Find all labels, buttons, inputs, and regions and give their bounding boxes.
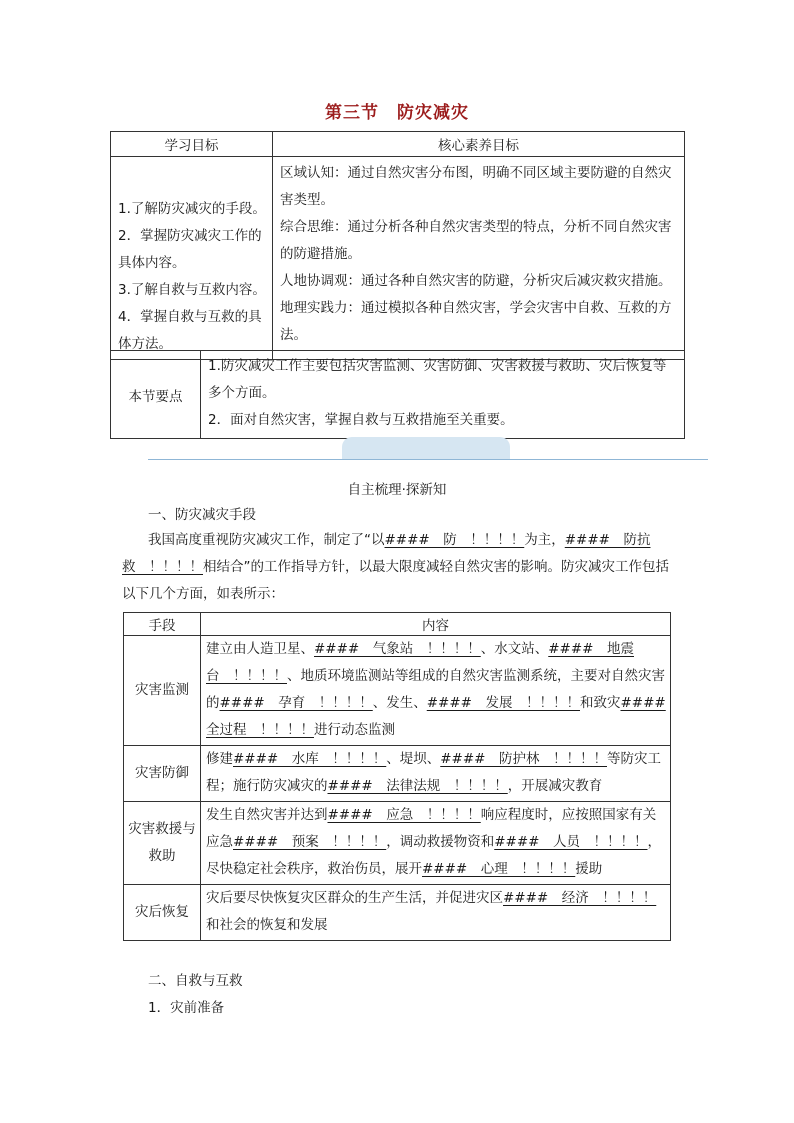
goals-table bbox=[110, 131, 685, 360]
fill-blank: #### 经济 ！！！！ bbox=[503, 890, 657, 906]
intro-text: 为主， bbox=[524, 532, 565, 548]
fill-blank: ####全过程 ！！！！ bbox=[206, 695, 666, 738]
key-points-label: 本节要点 bbox=[111, 351, 201, 439]
heading-pre-disaster-prep: 1．灾前准备 bbox=[148, 1000, 225, 1016]
fill-blank: #### 发展 ！！！！ bbox=[426, 695, 580, 711]
learning-goals-cell bbox=[111, 157, 273, 360]
measure-content bbox=[201, 636, 671, 746]
intro-text: 我国高度重视防灾减灾工作，制定了“以 bbox=[148, 532, 385, 548]
title-part2: 防灾减灾 bbox=[397, 103, 469, 123]
key-point-item: 2．面对自然灾害，掌握自救与互救措施至关重要。 bbox=[208, 412, 514, 428]
content-text: ，开展减灾教育 bbox=[507, 778, 603, 794]
heading-self-rescue: 二、自救与互救 bbox=[148, 973, 243, 989]
measure-content bbox=[201, 746, 671, 802]
learning-goals-header: 学习目标 bbox=[111, 132, 273, 157]
content-text: ，调动救援物资和 bbox=[386, 834, 495, 850]
page-title bbox=[0, 98, 794, 123]
measure-content bbox=[201, 802, 671, 885]
key-point-item: 1.防灾减灾工作主要包括灾害监测、灾害防御、灾害救援与救助、灾后恢复等多个方面。 bbox=[208, 358, 667, 401]
title-part1: 第三节 bbox=[325, 103, 379, 123]
core-goal-item: 区域认知：通过自然灾害分布图，明确不同区域主要防避的自然灾害类型。 bbox=[280, 165, 672, 208]
learning-goal-item: 2．掌握防灾减灾工作的具体内容。 bbox=[118, 228, 262, 271]
core-goal-item: 综合思维：通过分析各种自然灾害类型的特点，分析不同自然灾害的防避措施。 bbox=[280, 219, 672, 262]
content-text: 援助 bbox=[575, 861, 603, 877]
content-text: 和社会的恢复和发展 bbox=[206, 917, 328, 933]
content-text: 等防灾工程；施行防灾减灾的 bbox=[206, 751, 661, 794]
measures-table bbox=[123, 612, 671, 941]
section-heading: 自主梳理·探新知 bbox=[347, 482, 447, 498]
fill-blank: #### 预案 ！！！！ bbox=[233, 834, 387, 850]
measure-label: 灾害防御 bbox=[124, 746, 201, 802]
content-text: 、发生、 bbox=[372, 695, 427, 711]
measure-label: 灾害救援与救助 bbox=[124, 802, 201, 885]
measure-label: 灾害监测 bbox=[124, 636, 201, 746]
content-text: 、水文站、 bbox=[480, 641, 549, 657]
fill-blank: #### 防 ！！！！ bbox=[384, 532, 525, 548]
content-text: ，尽快稳定社会秩序，救治伤员，展开 bbox=[206, 834, 661, 877]
core-goals-cell bbox=[273, 157, 685, 360]
key-points-cell bbox=[201, 351, 685, 439]
content-text: 响应程度时，应按照国家有关应急 bbox=[206, 807, 657, 850]
core-goals-header: 核心素养目标 bbox=[273, 132, 685, 157]
key-points-table bbox=[110, 350, 685, 439]
measure-row bbox=[124, 636, 671, 746]
content-text: 修建 bbox=[206, 751, 233, 767]
fill-blank: #### 孕育 ！！！！ bbox=[219, 695, 373, 711]
core-goal-item: 地理实践力：通过模拟各种自然灾害，学会灾害中自救、互救的方法。 bbox=[280, 300, 672, 343]
content-text: 和致灾 bbox=[580, 695, 621, 711]
learning-goal-item: 1.了解防灾减灾的手段。 bbox=[118, 201, 266, 217]
intro-paragraph bbox=[122, 527, 674, 608]
measure-row bbox=[124, 746, 671, 802]
intro-text: 相结合”的工作指导方针，以最大限度减轻自然灾害的影响。防灾减灾工作包括以下几个方面，如表所示： bbox=[122, 559, 669, 602]
fill-blank: #### 心理 ！！！！ bbox=[422, 861, 576, 877]
section-tab-decoration bbox=[342, 437, 510, 459]
fill-blank: #### 应急 ！！！！ bbox=[327, 807, 481, 823]
content-header: 内容 bbox=[201, 613, 671, 636]
content-text: 建立由人造卫星、 bbox=[206, 641, 314, 657]
fill-blank: #### 人员 ！！！！ bbox=[494, 834, 648, 850]
heading-disaster-prevention-means: 一、防灾减灾手段 bbox=[148, 507, 256, 523]
core-goal-item: 人地协调观：通过各种自然灾害的防避，分析灾后减灾救灾措施。 bbox=[280, 273, 672, 289]
measure-content bbox=[201, 885, 671, 941]
fill-blank: #### 水库 ！！！！ bbox=[233, 751, 387, 767]
fill-blank: #### 防抗救 ！！！！ bbox=[122, 532, 651, 575]
content-text: 进行动态监测 bbox=[314, 722, 395, 738]
learning-goal-item: 3.了解自救与互救内容。 bbox=[118, 282, 266, 298]
fill-blank: #### 法律法规 ！！！！ bbox=[327, 778, 508, 794]
fill-blank: #### 地震台 ！！！！ bbox=[206, 641, 634, 684]
measure-row bbox=[124, 885, 671, 941]
fill-blank: #### 气象站 ！！！！ bbox=[314, 641, 481, 657]
content-text: 、地质环境监测站等组成的自然灾害监测系统，主要对自然灾害的 bbox=[206, 668, 665, 711]
content-text: 、堤坝、 bbox=[386, 751, 441, 767]
content-text: 灾后要尽快恢复灾区群众的生产生活，并促进灾区 bbox=[206, 890, 503, 906]
section-divider bbox=[148, 459, 708, 460]
measure-label: 灾后恢复 bbox=[124, 885, 201, 941]
measure-header: 手段 bbox=[124, 613, 201, 636]
measure-row bbox=[124, 802, 671, 885]
learning-goal-item: 4．掌握自救与互救的具体方法。 bbox=[118, 309, 262, 352]
content-text: 发生自然灾害并达到 bbox=[206, 807, 328, 823]
fill-blank: #### 防护林 ！！！！ bbox=[440, 751, 607, 767]
